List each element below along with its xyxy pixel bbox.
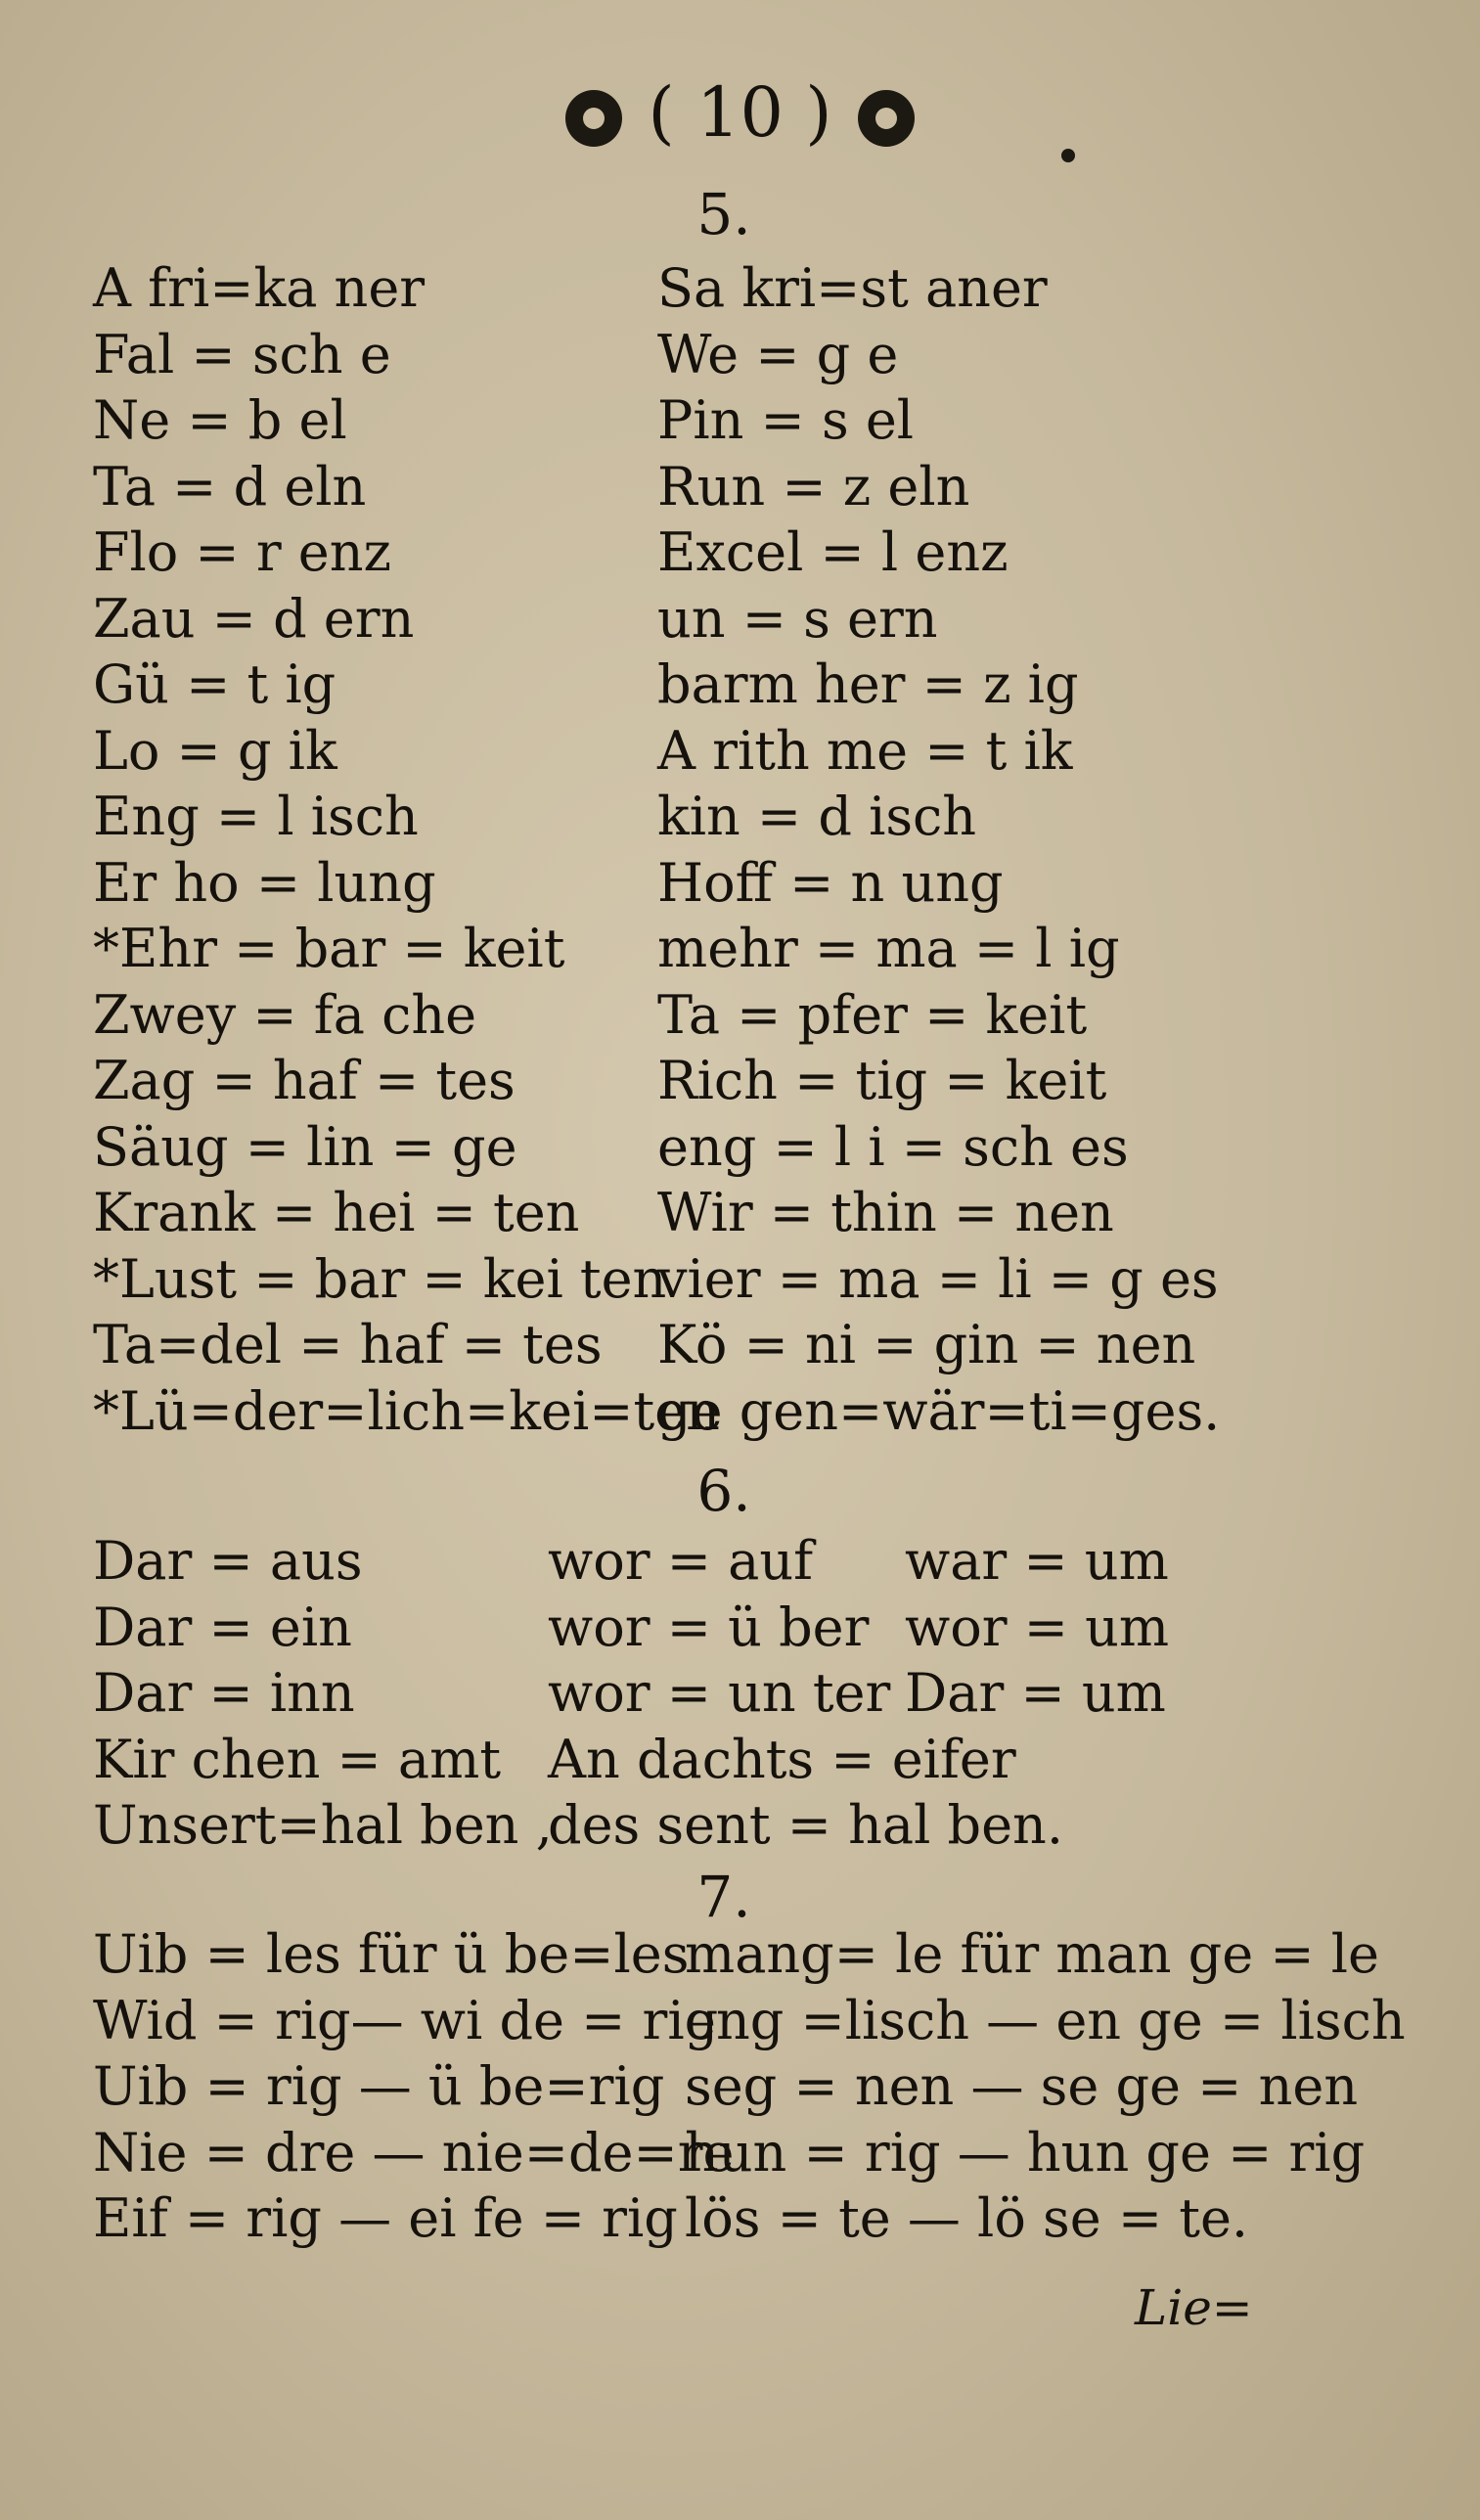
s5-row-16-col-2: vier = ma = li = g es [657, 1247, 1219, 1310]
s5-row-11-col-2: mehr = ma = l ig [657, 918, 1120, 979]
s5-row-12-col-1: Zwey = fa che [93, 983, 477, 1046]
s5-row-17-col-2: Kö = ni = gin = nen [657, 1314, 1196, 1375]
s5-row-16-col-1: *Lust = bar = kei ten [93, 1247, 667, 1310]
section-6-number: 6. [696, 1458, 751, 1524]
page-number: ( 10 ) [648, 72, 832, 153]
s5-row-13-col-2: Rich = tig = keit [657, 1050, 1107, 1111]
s5-row-15-col-2: Wir = thin = nen [657, 1182, 1114, 1243]
s5-row-4-col-1: Ta = d eln [93, 455, 367, 518]
s5-row-8-col-1: Lo = g ik [93, 719, 337, 782]
s7-row-5-col-1: Eif = rig — ei fe = rig [93, 2187, 678, 2249]
s5-row-2-col-1: Fal = sch e [93, 323, 391, 385]
page-header [0, 68, 1480, 157]
s7-row-4-col-1: Nie = dre — nie=de=re [93, 2121, 735, 2183]
s6-row-2-col-2: wor = ü ber [548, 1596, 870, 1658]
s7-row-4-col-2: hun = rig — hun ge = rig [685, 2121, 1366, 2183]
s5-row-7-col-2: barm her = z ig [657, 653, 1079, 715]
s5-row-15-col-1: Krank = hei = ten [93, 1182, 580, 1243]
s5-row-5-col-1: Flo = r enz [93, 521, 391, 583]
s5-row-13-col-1: Zag = haf = tes [93, 1050, 516, 1111]
catchword: Lie= [1135, 2279, 1253, 2336]
s7-row-2-col-2: eng =lisch — en ge = lisch [685, 1989, 1406, 2051]
s5-row-5-col-2: Excel = l enz [657, 521, 1009, 583]
s6-row-1-col-2: wor = auf [548, 1530, 814, 1592]
s5-row-1-col-2: Sa kri=st aner [657, 257, 1048, 319]
s5-row-12-col-2: Ta = pfer = keit [657, 983, 1088, 1046]
ornament-left-icon [565, 90, 622, 147]
s6-row-1-col-1: Dar = aus [93, 1530, 363, 1592]
s5-row-9-col-1: Eng = l isch [93, 786, 419, 847]
s6-row-3-col-2: wor = un ter [548, 1662, 891, 1724]
s7-row-3-col-2: seg = nen — se ge = nen [685, 2055, 1359, 2117]
s5-row-4-col-2: Run = z eln [657, 455, 970, 518]
s5-row-2-col-2: We = g e [657, 323, 899, 385]
s5-row-14-col-1: Säug = lin = ge [93, 1115, 517, 1178]
s5-row-3-col-2: Pin = s el [657, 389, 915, 451]
s6-row-4-col-1: Kir chen = amt [93, 1728, 502, 1790]
s7-row-1-col-1: Uib = les für ü be=les [93, 1923, 690, 1985]
s5-row-8-col-2: A rith me = t ik [657, 719, 1073, 782]
s6-row-1-col-3: war = um [905, 1530, 1169, 1592]
s5-row-18-col-1: *Lü=der=lich=kei=ten [93, 1379, 720, 1442]
s5-row-18-col-2: ge gen=wär=ti=ges. [657, 1379, 1221, 1442]
s6-row-5-col-1: Unsert=hal ben , [93, 1794, 553, 1856]
ornament-right-icon [858, 90, 915, 147]
section-5-number: 5. [696, 181, 751, 248]
s5-row-10-col-1: Er ho = lung [93, 851, 436, 914]
s6-row-3-col-1: Dar = inn [93, 1662, 355, 1724]
s7-row-3-col-1: Uib = rig — ü be=rig [93, 2055, 665, 2117]
s5-row-3-col-1: Ne = b el [93, 389, 347, 451]
s6-row-5-col-2: des sent = hal ben. [548, 1794, 1064, 1856]
s5-row-17-col-1: Ta=del = haf = tes [93, 1314, 603, 1375]
ink-dot-icon [1061, 149, 1075, 162]
s5-row-11-col-1: *Ehr = bar = keit [93, 918, 565, 979]
s7-row-5-col-2: lös = te — lö se = te. [685, 2187, 1249, 2249]
s5-row-9-col-2: kin = d isch [657, 786, 977, 847]
s6-row-4-col-2: An dachts = eifer [548, 1728, 1016, 1790]
section-7-number: 7. [696, 1864, 751, 1930]
s7-row-2-col-1: Wid = rig— wi de = rig [93, 1989, 719, 2051]
s7-row-1-col-2: mang= le für man ge = le [685, 1923, 1379, 1985]
s5-row-10-col-2: Hoff = n ung [657, 851, 1004, 914]
s6-row-2-col-1: Dar = ein [93, 1596, 352, 1658]
s6-row-3-col-3: Dar = um [905, 1662, 1166, 1724]
s6-row-2-col-3: wor = um [905, 1596, 1170, 1658]
s5-row-14-col-2: eng = l i = sch es [657, 1115, 1129, 1178]
s5-row-6-col-1: Zau = d ern [93, 587, 415, 650]
s5-row-6-col-2: un = s ern [657, 587, 938, 650]
s5-row-1-col-1: A fri=ka ner [93, 257, 426, 319]
s5-row-7-col-1: Gü = t ig [93, 653, 336, 715]
